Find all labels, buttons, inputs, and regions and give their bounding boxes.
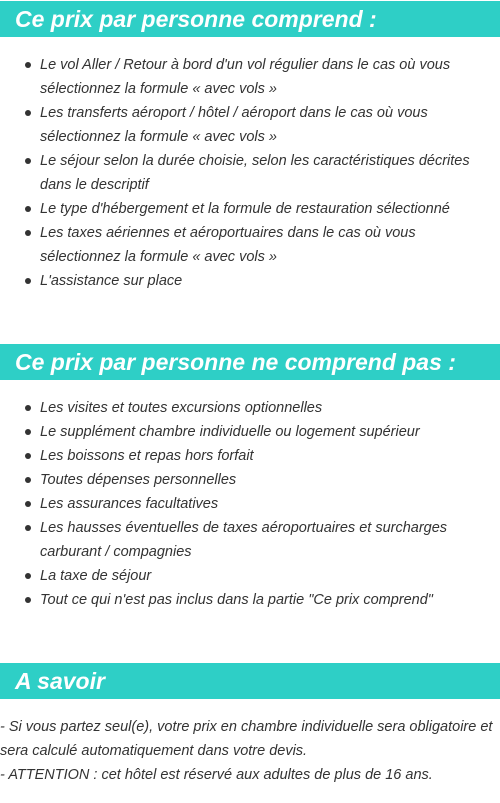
list-item: Toutes dépenses personnelles [0,468,500,492]
list-item: Le supplément chambre individuelle ou logement supérieur [0,420,500,444]
included-list [0,53,500,293]
list-item: Le séjour selon la durée choisie, selon les caractéristiques décrites dans le descriptif [0,149,500,197]
a-savoir-line: - ATTENTION : cet hôtel est réservé aux adultes de plus de 16 ans. [0,767,433,783]
list-item: Les transferts aéroport / hôtel / aéroport dans le cas où vous sélectionnez la formule « avec vols » [0,101,500,149]
section-title-included: Ce prix par personne comprend : [0,1,500,37]
a-savoir-text [0,715,500,787]
section-title-a-savoir: A savoir [0,663,500,699]
list-item: Les hausses éventuelles de taxes aéroportuaires et surcharges carburant / compagnies [0,516,500,564]
section-title-not-included: Ce prix par personne ne comprend pas : [0,344,500,380]
list-item: Les boissons et repas hors forfait [0,444,500,468]
list-item: Le vol Aller / Retour à bord d'un vol régulier dans le cas où vous sélectionnez la formule « avec vols » [0,53,500,101]
list-item: Les visites et toutes excursions optionnelles [0,396,500,420]
list-item: La taxe de séjour [0,564,500,588]
not-included-list [0,396,500,612]
list-item: Les assurances facultatives [0,492,500,516]
list-item: Le type d'hébergement et la formule de restauration sélectionné [0,197,500,221]
list-item: Tout ce qui n'est pas inclus dans la partie "Ce prix comprend" [0,588,500,612]
a-savoir-line: - Si vous partez seul(e), votre prix en chambre individuelle sera obligatoire et sera calculé automatiquement dans votre devis. [0,719,493,759]
list-item: L'assistance sur place [0,269,500,293]
list-item: Les taxes aériennes et aéroportuaires dans le cas où vous sélectionnez la formule « avec vols » [0,221,500,269]
